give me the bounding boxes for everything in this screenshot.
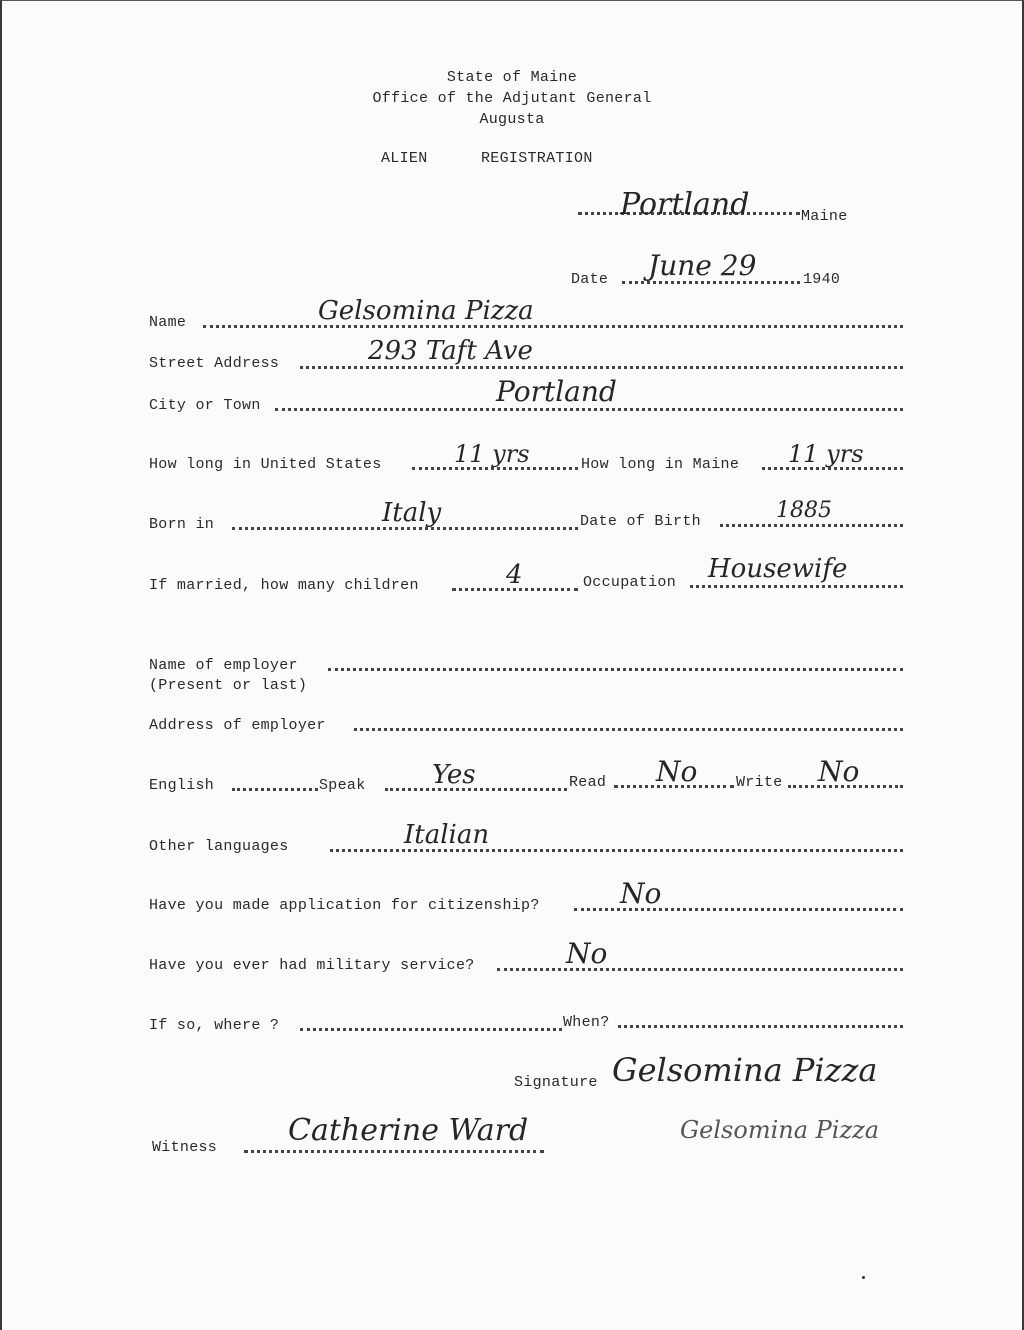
- header-state: State of Maine: [446, 69, 578, 86]
- employer-address-label: Address of employer: [149, 717, 326, 734]
- name-value: Gelsomina Pizza: [318, 296, 534, 326]
- employer-sublabel: (Present or last): [149, 677, 308, 694]
- title-alien: ALIEN: [381, 150, 428, 167]
- name-dots: [203, 325, 903, 328]
- witness-label: Witness: [152, 1139, 218, 1156]
- how-long-us-value: 11 yrs: [454, 440, 530, 468]
- dob-dots: [720, 524, 903, 527]
- occupation-dots: [690, 585, 903, 588]
- witness-value: Catherine Ward: [288, 1113, 529, 1148]
- name-label: Name: [149, 314, 187, 331]
- citizenship-label: Have you made application for citizenship?: [149, 897, 540, 914]
- military-label: Have you ever had military service?: [149, 957, 475, 974]
- dob-value: 1885: [776, 498, 832, 523]
- city-value: Portland: [496, 375, 617, 408]
- speak-dots: [385, 788, 567, 791]
- date-value: June 29: [648, 249, 757, 282]
- read-label: Read: [569, 774, 607, 791]
- speak-label: Speak: [319, 777, 366, 794]
- how-long-maine-value: 11 yrs: [788, 440, 864, 468]
- dob-label: Date of Birth: [580, 513, 701, 530]
- write-value: No: [818, 755, 860, 788]
- write-label: Write: [736, 774, 783, 791]
- read-value: No: [656, 755, 698, 788]
- if-so-label: If so, where ?: [149, 1017, 280, 1034]
- english-label: English: [149, 777, 215, 794]
- children-value: 4: [506, 560, 523, 590]
- header-office: Office of the Adjutant General: [372, 90, 652, 107]
- street-dots: [300, 366, 903, 369]
- date-label: Date: [571, 271, 609, 288]
- employer-dots: [328, 668, 903, 671]
- military-dots: [497, 968, 903, 971]
- speak-value: Yes: [432, 760, 476, 790]
- born-in-value: Italy: [382, 498, 442, 528]
- header-city: Augusta: [479, 111, 545, 128]
- citizenship-value: No: [620, 877, 662, 910]
- street-value: 293 Taft Ave: [368, 336, 533, 366]
- signature-printed: Gelsomina Pizza: [680, 1116, 880, 1144]
- when-dots: [618, 1025, 903, 1028]
- place-label: Maine: [801, 208, 848, 225]
- military-value: No: [566, 937, 608, 970]
- when-label: When?: [563, 1014, 610, 1031]
- occupation-value: Housewife: [708, 554, 848, 584]
- place-value: Portland: [620, 187, 750, 222]
- signature-label: Signature: [514, 1074, 598, 1091]
- date-year: 1940: [803, 271, 841, 288]
- if-so-dots: [300, 1028, 562, 1031]
- other-languages-value: Italian: [404, 820, 490, 850]
- paper-speck: [862, 1276, 865, 1279]
- other-languages-label: Other languages: [149, 838, 289, 855]
- city-label: City or Town: [149, 397, 261, 414]
- street-label: Street Address: [149, 355, 280, 372]
- children-label: If married, how many children: [149, 577, 419, 594]
- title-registration: REGISTRATION: [481, 150, 593, 167]
- city-dots: [275, 408, 903, 411]
- how-long-us-label: How long in United States: [149, 456, 382, 473]
- occupation-label: Occupation: [583, 574, 677, 591]
- signature-value: Gelsomina Pizza: [612, 1051, 878, 1089]
- born-in-label: Born in: [149, 516, 215, 533]
- employer-label: Name of employer: [149, 657, 298, 674]
- witness-dots: [244, 1150, 544, 1153]
- english-dots: [232, 788, 318, 791]
- how-long-maine-label: How long in Maine: [581, 456, 740, 473]
- employer-address-dots: [354, 728, 903, 731]
